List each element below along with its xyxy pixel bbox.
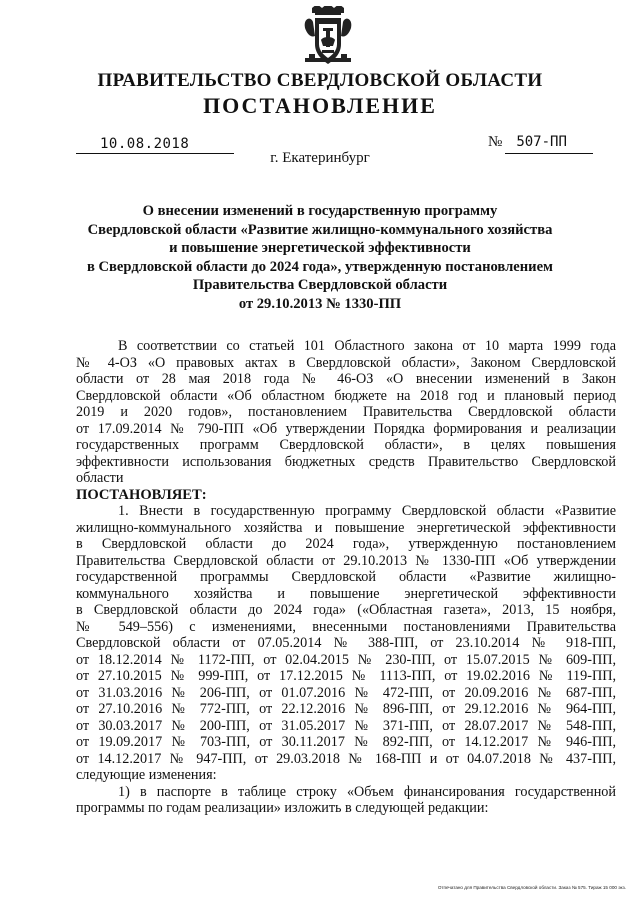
body-line: 2019 и 2020 годов», постановлением Правительства Свердловской области (76, 404, 616, 420)
body-line: Свердловской области от 07.05.2014 № 388-ПП, от 23.10.2014 № 918-ПП, (76, 635, 616, 651)
government-name: ПРАВИТЕЛЬСТВО СВЕРДЛОВСКОЙ ОБЛАСТИ (97, 70, 543, 91)
title-line: в Свердловской области до 2024 года», утвержденную постановлением (86, 258, 553, 275)
resolution-heading: ПОСТАНОВЛЯЕТ: (76, 486, 207, 503)
title-line: Свердловской области «Развитие жилищно-коммунального хозяйства (87, 221, 553, 238)
body-line: Правительства Свердловской области от 29.10.2013 № 1330-ПП «Об утверждении (76, 552, 616, 569)
body-line: от 17.09.2014 № 790-ПП «Об утверждении Порядка формирования и реализации (76, 420, 616, 437)
body-line: в Свердловской области до 2024 года» («Областная газета», 2013, 15 ноября, (76, 602, 616, 618)
body-line: государственных программ Свердловской области», в целях повышения (76, 437, 616, 453)
body-line: В соответствии со статьей 101 Областного закона от 10 марта 1999 года (118, 338, 616, 354)
body-line: коммунального хозяйства и повышение энергетической эффективности (76, 585, 616, 602)
body-line: от 14.12.2017 № 947-ПП, от 29.03.2018 № 168-ПП и от 04.07.2018 № 437-ПП, (76, 750, 616, 767)
body-line: № 549–556) с изменениями, внесенными постановлениями Правительства (76, 618, 616, 635)
body-line: от 19.09.2017 № 703-ПП, от 30.11.2017 № 892-ПП, от 14.12.2017 № 946-ПП, (76, 734, 616, 750)
body-line: 1) в паспорте в таблице строку «Объем финансирования государственной (118, 783, 616, 800)
number-sign: № (488, 134, 503, 150)
body-line: области от 28 мая 2018 года № 46-ОЗ «О внесении изменений в Закон (76, 371, 616, 387)
title-line: от 29.10.2013 № 1330-ПП (238, 295, 402, 312)
document-title (70, 202, 570, 313)
body-line: от 27.10.2015 № 999-ПП, от 17.12.2015 № 1113-ПП, от 19.02.2016 № 119-ПП, (76, 668, 616, 684)
body-line: от 31.03.2016 № 206-ПП, от 01.07.2016 № 472-ПП, от 20.09.2016 № 687-ПП, (76, 684, 616, 701)
preamble-paragraph (76, 338, 616, 487)
coat-of-arms-icon (301, 6, 355, 68)
body-line: эффективности использования бюджетных средств Правительство Свердловской (76, 453, 616, 470)
body-line: от 30.03.2017 № 200-ПП, от 31.05.2017 № 371-ПП, от 28.07.2017 № 548-ПП, (76, 717, 616, 734)
document-date: 10.08.2018 (100, 136, 190, 152)
body-line: жилищно-коммунального хозяйства и повышение энергетической эффективности (76, 519, 616, 536)
body-line: области (76, 470, 124, 486)
sub-item-paragraph (76, 784, 616, 817)
body-line: № 4-ОЗ «О правовых актах в Свердловской области», Законом Свердловской (76, 354, 616, 371)
body-line: государственной программы Свердловской области «Развитие жилищно- (76, 569, 616, 585)
title-line: Правительства Свердловской области (192, 277, 448, 293)
city-name: г. Екатеринбург (270, 150, 370, 166)
number-value: 507-ПП (516, 134, 567, 150)
body-line: 1. Внести в государственную программу Свердловской области «Развитие (118, 503, 616, 519)
document-type: ПОСТАНОВЛЕНИЕ (203, 93, 437, 118)
title-line: О внесении изменений в государственную программу (142, 203, 498, 219)
print-footer: Отпечатано для Правительства Свердловской области. Заказ № 575. Тираж 15 000 экз. (437, 885, 626, 890)
body-line: от 18.12.2014 № 1172-ПП, от 02.04.2015 № 230-ПП, от 15.07.2015 № 609-ПП, (76, 651, 616, 668)
document-body (76, 338, 616, 817)
body-line: от 27.10.2016 № 772-ПП, от 22.12.2016 № 896-ПП, от 29.12.2016 № 964-ПП, (76, 701, 616, 717)
body-line: в Свердловской области до 2024 года», утвержденную постановлением (76, 536, 616, 552)
amendment-paragraph (76, 503, 616, 784)
body-line: следующие изменения: (76, 767, 217, 783)
title-line: и повышение энергетической эффективности (169, 240, 471, 256)
body-line: Свердловской области «Об областном бюджете на 2018 год и плановый период (76, 387, 616, 404)
body-line: программы по годам реализации» изложить в следующей редакции: (76, 800, 489, 816)
document-number (488, 134, 567, 151)
